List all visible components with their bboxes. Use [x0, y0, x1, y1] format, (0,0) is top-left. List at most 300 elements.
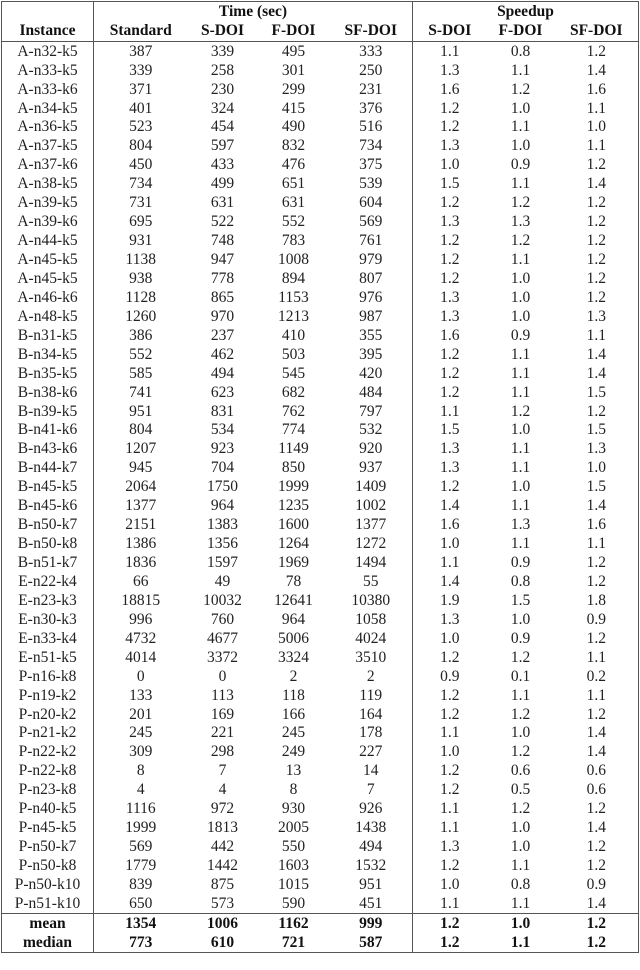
time-fdoi-cell: 299	[281, 80, 306, 98]
time-fdoi-cell: 301	[281, 61, 306, 79]
header-group-row	[2, 2, 639, 22]
speedup-sfdoi-cell: 1.4	[586, 894, 606, 912]
instance-cell: A-n46-k6	[17, 288, 78, 306]
speedup-sfdoi-cell: 1.0	[586, 459, 606, 477]
time-fdoi-cell: 550	[281, 838, 306, 856]
instance-cell: B-n44-k7	[17, 459, 78, 477]
speedup-fdoi-cell: 0.9	[510, 156, 531, 174]
time-sfdoi-cell: 1438	[355, 819, 387, 837]
instance-cell: A-n37-k6	[17, 156, 78, 174]
time-fdoi-cell: 721	[281, 933, 306, 951]
time-sdoi-cell: 972	[210, 800, 235, 818]
speedup-fdoi-cell: 1.2	[510, 743, 531, 761]
speedup-sdoi-cell: 1.3	[413, 61, 487, 80]
time-sfdoi-cell: 587	[359, 933, 383, 951]
time-standard-cell: 804	[94, 137, 188, 156]
time-fdoi-cell: 590	[281, 894, 306, 912]
speedup-fdoi-cell: 1.5	[510, 591, 531, 609]
time-standard-cell: 8	[94, 762, 188, 781]
instance-cell: P-n45-k5	[18, 819, 77, 837]
speedup-sfdoi-cell: 1.2	[586, 156, 606, 174]
speedup-sdoi-cell: 1.0	[413, 629, 487, 648]
time-sdoi-cell: 454	[210, 118, 235, 136]
time-fdoi-cell: 2005	[278, 819, 309, 837]
time-standard-cell: 387	[94, 42, 188, 61]
instance-cell: B-n45-k6	[17, 497, 78, 515]
time-standard-cell: 309	[94, 743, 188, 762]
time-standard-cell: 804	[94, 421, 188, 440]
time-standard-cell: 0	[94, 667, 188, 686]
instance-cell: mean	[2, 914, 94, 934]
time-fdoi-cell: 1015	[278, 875, 309, 893]
instance-cell: P-n22-k8	[18, 762, 77, 780]
time-fdoi-cell: 415	[281, 99, 306, 117]
table-row	[2, 762, 639, 781]
time-standard-cell: 523	[94, 118, 188, 137]
time-standard-cell: 133	[94, 686, 188, 705]
table-row	[2, 497, 639, 516]
time-sfdoi-cell: 420	[359, 364, 383, 382]
instance-cell: A-n45-k5	[17, 251, 78, 269]
table-row	[2, 402, 639, 421]
speedup-sfdoi-cell: 1.2	[586, 232, 606, 250]
time-standard-cell: 4732	[94, 629, 188, 648]
time-fdoi-cell: 964	[281, 610, 306, 628]
speedup-sdoi-cell: 1.2	[413, 269, 487, 288]
time-sdoi-cell: 1442	[207, 857, 238, 875]
time-fdoi-cell: 410	[281, 326, 306, 344]
speedup-sdoi-cell: 1.1	[413, 818, 487, 837]
table-row	[2, 288, 639, 307]
time-sfdoi-cell: 569	[359, 213, 383, 231]
speedup-sfdoi-cell: 1.2	[586, 572, 606, 590]
instance-cell: A-n32-k5	[17, 42, 78, 60]
table-row	[2, 781, 639, 800]
time-sdoi-cell: 623	[210, 383, 235, 401]
time-standard-cell: 695	[94, 212, 188, 231]
speedup-sdoi-cell: 1.0	[413, 534, 487, 553]
time-sfdoi-cell: 987	[359, 307, 383, 325]
speedup-sdoi-cell: 1.3	[413, 137, 487, 156]
time-sfdoi-cell: 807	[359, 269, 383, 287]
speedup-fdoi-cell: 0.1	[510, 667, 531, 685]
time-sfdoi-cell: 3510	[355, 648, 387, 666]
table-row	[2, 269, 639, 288]
time-sdoi-cell: 748	[210, 232, 235, 250]
instance-cell: B-n39-k5	[17, 402, 78, 420]
speedup-fdoi-cell: 1.1	[510, 686, 531, 704]
speedup-sdoi-cell: 1.1	[413, 402, 487, 421]
speedup-fdoi-cell: 1.1	[510, 251, 531, 269]
time-standard-cell: 1128	[94, 288, 188, 307]
speedup-sdoi-cell: 1.5	[413, 421, 487, 440]
time-standard-cell: 1386	[94, 534, 188, 553]
instance-cell: E-n30-k3	[18, 610, 77, 628]
time-sfdoi-cell: 10380	[351, 591, 391, 609]
time-sdoi-cell: 442	[210, 838, 235, 856]
speedup-sfdoi-cell: 1.2	[586, 194, 606, 212]
table-row	[2, 629, 639, 648]
time-standard-cell: 1138	[94, 250, 188, 269]
speedup-fdoi-cell: 1.1	[510, 364, 531, 382]
time-standard-cell: 4014	[94, 648, 188, 667]
time-fdoi-cell: 774	[281, 421, 306, 439]
time-standard-header: Standard	[94, 21, 188, 42]
table-row	[2, 724, 639, 743]
table-row	[2, 383, 639, 402]
time-sdoi-cell: 258	[210, 61, 235, 79]
time-standard-cell: 552	[94, 345, 188, 364]
time-sdoi-cell: 1383	[207, 516, 238, 534]
instance-cell: A-n44-k5	[17, 232, 78, 250]
time-sdoi-cell: 831	[210, 402, 235, 420]
time-sfdoi-cell: 539	[359, 175, 383, 193]
time-fdoi-cell: 249	[281, 743, 306, 761]
time-fdoi-cell: 495	[281, 42, 306, 60]
time-sfdoi-cell: 999	[330, 914, 413, 934]
time-sdoi-cell: 760	[210, 610, 235, 628]
time-sdoi-cell: 113	[211, 686, 234, 704]
time-fdoi-cell: 1162	[258, 914, 330, 934]
time-sfdoi-cell: 227	[359, 743, 383, 761]
time-standard-cell: 951	[94, 402, 188, 421]
speedup-sfdoi-cell: 0.6	[586, 781, 606, 799]
time-sfdoi-cell: 1377	[355, 516, 387, 534]
time-sfdoi-cell: 395	[359, 345, 383, 363]
time-sfdoi-cell: 1002	[355, 497, 387, 515]
speedup-sfdoi-cell: 1.1	[586, 99, 606, 117]
time-standard-cell: 2151	[94, 515, 188, 534]
speedup-sdoi-cell: 1.2	[413, 345, 487, 364]
speedup-sdoi-cell: 1.1	[413, 724, 487, 743]
instance-cell: P-n21-k2	[18, 724, 77, 742]
time-sdoi-cell: 49	[214, 572, 231, 590]
speedup-fdoi-cell: 0.8	[510, 42, 531, 60]
time-sdoi-cell: 4	[218, 781, 227, 799]
time-sdoi-cell: 499	[210, 175, 235, 193]
time-sfdoi-cell: 231	[359, 80, 383, 98]
table-row	[2, 364, 639, 383]
speedup-fdoi-cell: 1.1	[510, 857, 531, 875]
instance-cell: E-n22-k4	[18, 572, 77, 590]
speedup-sfdoi-cell: 1.3	[586, 307, 606, 325]
speedup-sfdoi-cell: 1.4	[586, 345, 606, 363]
speedup-sdoi-cell: 1.6	[413, 515, 487, 534]
time-sdoi-cell: 1597	[207, 554, 238, 572]
time-sdoi-cell: 1813	[207, 819, 238, 837]
time-sfdoi-cell: 333	[359, 42, 383, 60]
instance-cell: A-n48-k5	[17, 307, 78, 325]
speedup-sdoi-cell: 1.5	[413, 175, 487, 194]
table-row	[2, 307, 639, 326]
speedup-fdoi-cell: 1.1	[510, 459, 531, 477]
speedup-sfdoi-cell: 1.8	[586, 591, 606, 609]
time-standard-cell: 1207	[94, 440, 188, 459]
speedup-sfdoi-cell: 1.2	[586, 288, 606, 306]
time-fdoi-cell: 930	[281, 800, 306, 818]
speedup-sfdoi-cell: 1.4	[586, 61, 606, 79]
table-row	[2, 156, 639, 175]
instance-cell: B-n45-k5	[17, 478, 78, 496]
time-fdoi-cell: 503	[281, 345, 306, 363]
time-sfdoi-cell: 484	[359, 383, 383, 401]
time-sdoi-cell: 1356	[207, 535, 238, 553]
time-fdoi-cell: 1603	[278, 857, 309, 875]
time-sfdoi-cell: 604	[359, 194, 383, 212]
time-sdoi-cell: 230	[210, 80, 235, 98]
time-sdoi-cell: 3372	[207, 648, 238, 666]
speedup-fdoi-cell: 1.3	[510, 516, 531, 534]
time-standard-cell: 1354	[94, 914, 188, 934]
table-row	[2, 80, 639, 99]
speedup-sdoi-cell: 1.2	[413, 686, 487, 705]
speedup-sfdoi-cell: 1.5	[586, 421, 606, 439]
instance-cell: B-n51-k7	[17, 554, 78, 572]
time-fdoi-cell: 1008	[278, 251, 309, 269]
speedup-fdoi-cell: 0.5	[510, 781, 531, 799]
time-fdoi-cell: 894	[281, 269, 306, 287]
table-row	[2, 137, 639, 156]
speedup-fdoi-cell: 1.1	[510, 118, 531, 136]
speedup-sfdoi-cell: 1.6	[586, 516, 606, 534]
instance-cell: B-n43-k6	[17, 440, 78, 458]
speedup-fdoi-cell: 0.9	[510, 326, 531, 344]
instance-cell: A-n39-k6	[17, 213, 78, 231]
speedup-fdoi-cell: 1.2	[510, 232, 531, 250]
speedup-sfdoi-cell: 1.2	[586, 402, 606, 420]
time-fdoi-cell: 651	[281, 175, 306, 193]
speedup-sfdoi-cell: 1.4	[586, 743, 606, 761]
time-standard-cell: 734	[94, 175, 188, 194]
speedup-sdoi-cell: 1.2	[413, 781, 487, 800]
time-standard-cell: 650	[94, 894, 188, 913]
time-sdoi-cell: 433	[210, 156, 235, 174]
table-row	[2, 212, 639, 231]
speedup-fdoi-cell: 1.1	[510, 345, 531, 363]
speedup-sfdoi-cell: 1.4	[586, 175, 606, 193]
speedup-sdoi-cell: 1.2	[413, 478, 487, 497]
time-standard-cell: 245	[94, 724, 188, 743]
speedup-sfdoi-cell: 1.5	[586, 383, 606, 401]
time-fdoi-cell: 1999	[278, 478, 309, 496]
speedup-sdoi-cell: 1.4	[413, 572, 487, 591]
speedup-fdoi-cell: 1.0	[510, 307, 531, 325]
instance-cell: B-n50-k7	[17, 516, 78, 534]
speedup-fdoi-cell: 0.9	[510, 554, 531, 572]
time-sdoi-cell: 494	[210, 364, 235, 382]
time-sdoi-cell: 4677	[207, 629, 238, 647]
time-fdoi-cell: 1969	[278, 554, 309, 572]
speedup-sfdoi-cell: 0.9	[586, 875, 606, 893]
time-sfdoi-cell: 979	[359, 251, 383, 269]
speedup-sdoi-cell: 1.2	[413, 194, 487, 213]
speedup-sdoi-cell: 1.2	[413, 118, 487, 137]
speedup-group-header: Speedup	[413, 2, 639, 22]
time-sfdoi-cell: 951	[359, 875, 383, 893]
table-row	[2, 459, 639, 478]
instance-cell: median	[22, 933, 73, 951]
instance-cell: B-n41-k6	[17, 421, 78, 439]
instance-cell: A-n38-k5	[17, 175, 78, 193]
speedup-fdoi-cell: 1.0	[510, 99, 531, 117]
instance-cell: B-n50-k8	[17, 535, 78, 553]
time-fdoi-cell: 762	[281, 402, 306, 420]
speedup-sfdoi-cell: 1.2	[586, 705, 606, 723]
time-sfdoi-cell: 937	[359, 459, 383, 477]
time-sdoi-cell: 324	[210, 99, 235, 117]
time-fdoi-cell: 490	[281, 118, 306, 136]
table-row	[2, 894, 639, 913]
table-row	[2, 572, 639, 591]
speedup-sfdoi-cell: 1.6	[586, 80, 606, 98]
time-sfdoi-cell: 920	[359, 440, 383, 458]
speedup-fdoi-cell: 1.0	[510, 478, 531, 496]
time-sfdoi-cell: 7	[366, 781, 375, 799]
speedup-sfdoi-cell: 1.4	[586, 819, 606, 837]
time-standard-cell: 773	[94, 933, 188, 953]
speedup-sfdoi-cell: 1.1	[586, 326, 606, 344]
time-standard-cell: 945	[94, 459, 188, 478]
time-sfdoi-cell: 797	[359, 402, 383, 420]
speedup-sfdoi-cell: 1.2	[586, 42, 606, 60]
time-sfdoi-cell: 178	[359, 724, 383, 742]
speedup-sdoi-cell: 1.2	[413, 648, 487, 667]
time-standard-cell: 1999	[94, 818, 188, 837]
time-sdoi-cell: 10032	[203, 591, 242, 609]
speedup-sdoi-cell: 1.4	[413, 497, 487, 516]
speedup-sdoi-cell: 1.2	[413, 914, 487, 934]
time-standard-cell: 731	[94, 194, 188, 213]
time-sdoi-cell: 1006	[188, 914, 258, 934]
instance-header: Instance	[2, 21, 94, 42]
speedup-sfdoi-cell: 0.2	[586, 667, 606, 685]
speedup-fdoi-cell: 1.1	[510, 61, 531, 79]
time-sfdoi-cell: 119	[359, 686, 383, 704]
time-fdoi-cell: 783	[281, 232, 306, 250]
table-row	[2, 856, 639, 875]
table-row	[2, 515, 639, 534]
instance-cell: E-n33-k4	[18, 629, 77, 647]
instance-cell: B-n31-k5	[17, 326, 78, 344]
time-sdoi-cell: 573	[210, 894, 235, 912]
time-sdoi-cell: 865	[210, 288, 235, 306]
time-sdoi-cell: 1750	[207, 478, 238, 496]
time-sfdoi-cell: 761	[359, 232, 383, 250]
instance-cell: E-n51-k5	[18, 648, 77, 666]
speedup-sdoi-cell: 1.9	[413, 591, 487, 610]
time-standard-cell: 4	[94, 781, 188, 800]
time-fdoi-cell: 2	[289, 667, 298, 685]
instance-cell: B-n38-k6	[17, 383, 78, 401]
table-row	[2, 743, 639, 762]
time-fdoi-cell: 3324	[278, 648, 309, 666]
time-sfdoi-cell: 976	[359, 288, 383, 306]
header-column-row	[2, 21, 639, 42]
time-fdoi-cell: 476	[281, 156, 306, 174]
time-sdoi-cell: 0	[218, 667, 227, 685]
time-sdoi-cell: 462	[210, 345, 235, 363]
speedup-sdoi-cell: 1.6	[413, 326, 487, 345]
table-row	[2, 667, 639, 686]
time-sfdoi-cell: 1272	[355, 535, 387, 553]
speedup-fdoi-cell: 1.3	[510, 213, 531, 231]
instance-cell: A-n34-k5	[17, 99, 78, 117]
table-row	[2, 99, 639, 118]
speedup-sdoi-cell: 1.1	[413, 42, 487, 61]
speedup-fdoi-header: F-DOI	[487, 21, 555, 42]
speedup-sfdoi-cell: 1.2	[586, 933, 606, 951]
speedup-fdoi-cell: 1.1	[510, 175, 531, 193]
time-sfdoi-cell: 1058	[355, 610, 387, 628]
time-sdoi-cell: 923	[210, 440, 235, 458]
time-sdoi-cell: 7	[218, 762, 227, 780]
time-standard-cell: 569	[94, 837, 188, 856]
speedup-sfdoi-cell: 1.2	[586, 838, 606, 856]
time-fdoi-cell: 545	[281, 364, 306, 382]
table-row	[2, 648, 639, 667]
speedup-sfdoi-cell: 1.2	[586, 554, 606, 572]
speedup-sfdoi-cell: 1.3	[586, 440, 606, 458]
speedup-sdoi-cell: 1.0	[413, 156, 487, 175]
speedup-sfdoi-header: SF-DOI	[555, 21, 639, 42]
speedup-fdoi-cell: 0.6	[510, 762, 531, 780]
time-fdoi-cell: 5006	[278, 629, 309, 647]
time-fdoi-cell: 245	[281, 724, 306, 742]
speedup-sdoi-cell: 1.2	[413, 856, 487, 875]
instance-cell: A-n33-k5	[17, 61, 78, 79]
speedup-sfdoi-cell: 1.2	[586, 629, 606, 647]
speedup-fdoi-cell: 1.2	[510, 402, 531, 420]
speedup-sdoi-cell: 1.2	[413, 933, 487, 953]
speedup-fdoi-cell: 1.0	[510, 819, 531, 837]
time-fdoi-cell: 12641	[274, 591, 313, 609]
time-sdoi-cell: 947	[210, 251, 235, 269]
speedup-sfdoi-cell: 1.1	[586, 686, 606, 704]
speedup-fdoi-cell: 1.2	[510, 800, 531, 818]
time-standard-cell: 401	[94, 99, 188, 118]
table-row	[2, 440, 639, 459]
summary-row	[2, 914, 639, 934]
time-sdoi-cell: 169	[210, 705, 235, 723]
speedup-sdoi-cell: 1.6	[413, 80, 487, 99]
speedup-fdoi-cell: 1.0	[510, 288, 531, 306]
instance-cell: P-n23-k8	[18, 781, 77, 799]
time-sdoi-cell: 597	[210, 137, 235, 155]
speedup-sdoi-cell: 1.3	[413, 459, 487, 478]
speedup-sfdoi-cell: 1.4	[586, 724, 606, 742]
time-standard-cell: 1260	[94, 307, 188, 326]
time-standard-cell: 839	[94, 875, 188, 894]
table-row	[2, 61, 639, 80]
time-fdoi-cell: 8	[289, 781, 298, 799]
table-row	[2, 478, 639, 497]
time-sdoi-header: S-DOI	[188, 21, 258, 42]
table-row	[2, 175, 639, 194]
table-row	[2, 534, 639, 553]
table-row	[2, 818, 639, 837]
time-sfdoi-cell: 4024	[355, 629, 387, 647]
time-sfdoi-cell: 164	[359, 705, 383, 723]
time-standard-cell: 931	[94, 231, 188, 250]
time-standard-cell: 201	[94, 705, 188, 724]
time-fdoi-cell: 166	[281, 705, 306, 723]
time-fdoi-cell: 13	[285, 762, 302, 780]
speedup-sdoi-cell: 0.9	[413, 667, 487, 686]
time-sdoi-cell: 970	[210, 307, 235, 325]
speedup-sdoi-cell: 1.3	[413, 837, 487, 856]
time-sfdoi-cell: 14	[363, 762, 379, 780]
time-fdoi-cell: 78	[285, 572, 302, 590]
